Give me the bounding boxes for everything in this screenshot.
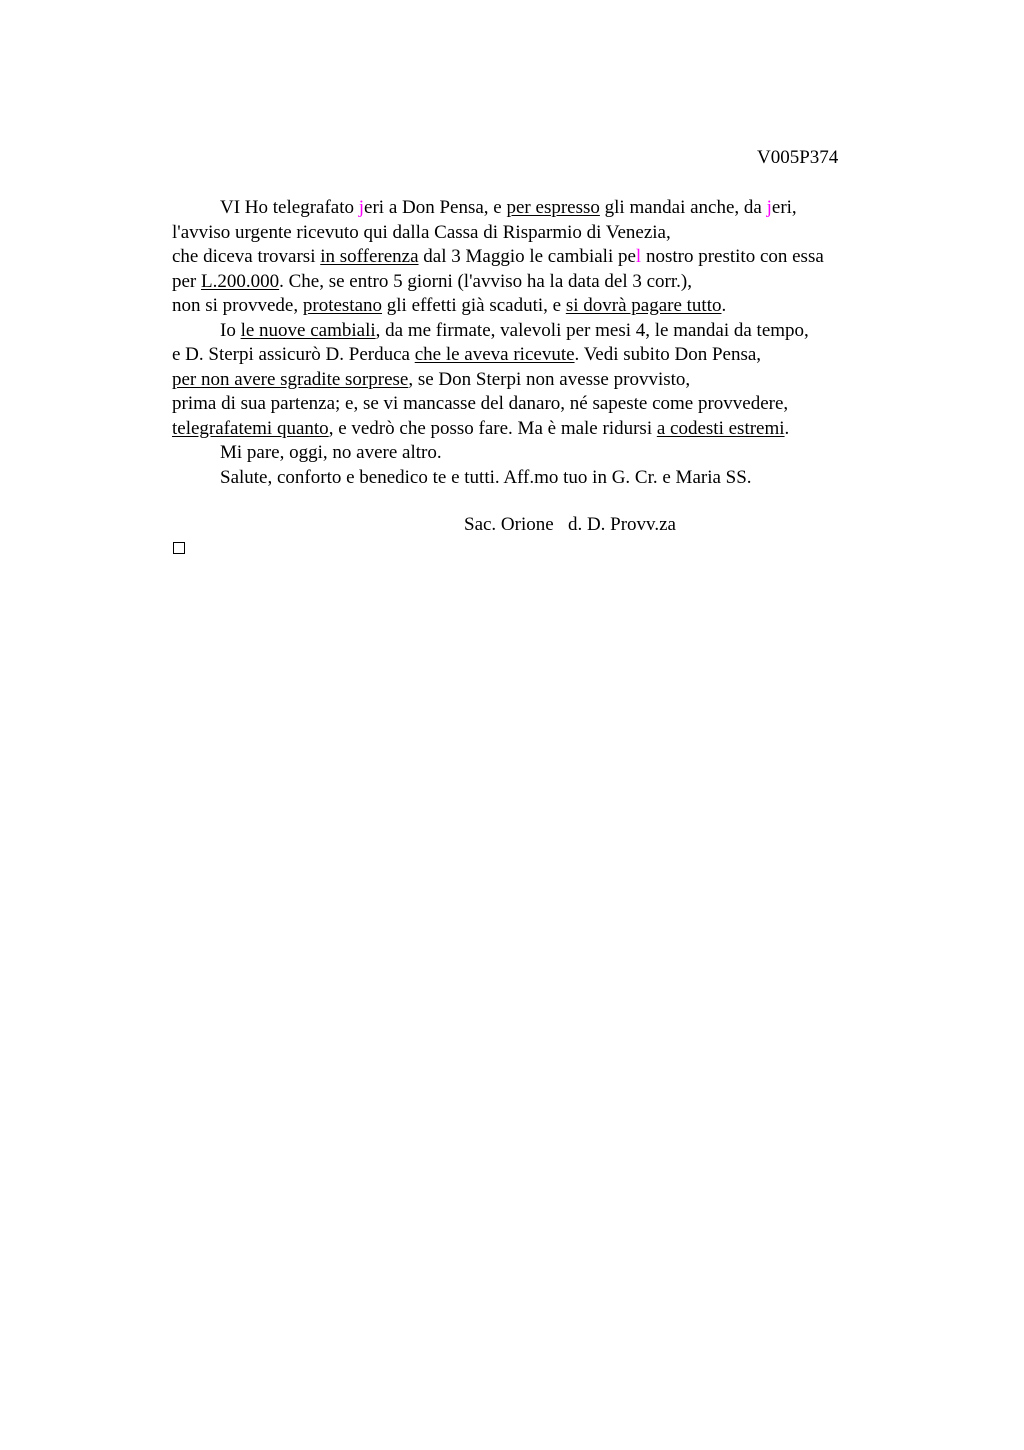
underlined-text: per non avere sgradite sorprese	[172, 368, 409, 390]
letter-line	[172, 441, 912, 466]
text-run: prima di sua partenza; e, se vi mancasse del danaro, né sapeste come provvedere,	[172, 393, 789, 414]
underlined-text: a codesti estremi	[656, 417, 785, 439]
text-run: che diceva trovarsi	[172, 246, 321, 267]
text-run: Salute, conforto e benedico te e tutti. Aff.mo tuo in G. Cr. e Maria SS.	[220, 466, 752, 488]
underlined-text: protestano	[302, 295, 383, 316]
underlined-text: per espresso	[506, 197, 600, 218]
letter-line	[172, 294, 912, 319]
text-run: .	[784, 417, 790, 439]
text-run: .	[721, 295, 727, 316]
text-run: nostro prestito con essa	[641, 246, 824, 267]
letter-body	[172, 196, 912, 490]
letter-line	[172, 417, 912, 442]
underlined-text: che le aveva ricevute	[414, 344, 575, 365]
text-run: Mi pare, oggi, no avere altro.	[220, 442, 442, 463]
highlighted-letter: j	[358, 197, 365, 218]
letter-line	[172, 343, 912, 368]
letter-line	[172, 392, 912, 417]
text-run: Io	[220, 319, 241, 341]
document-id: V005P374	[757, 147, 839, 168]
text-run: l'avviso urgente ricevuto qui dalla Cassa di Risparmio di Venezia,	[172, 221, 671, 243]
letter-line	[172, 245, 912, 270]
text-run: non si provvede,	[172, 295, 303, 316]
letter-line	[172, 319, 912, 344]
text-run: , e vedrò che posso fare. Ma è male ridursi	[328, 417, 657, 439]
text-run: . Vedi subito Don Pensa,	[574, 344, 762, 365]
highlighted-letter: j	[766, 197, 772, 218]
text-run: e D. Sterpi assicurò D. Perduca	[172, 344, 415, 365]
letter-line	[172, 196, 912, 221]
text-run: per	[172, 270, 202, 292]
underlined-text: in sofferenza	[320, 246, 419, 267]
highlighted-letter: l	[635, 246, 642, 267]
text-run: eri a Don Pensa, e	[364, 197, 507, 218]
letter-line	[172, 221, 912, 246]
text-run: , se Don Sterpi non avesse provvisto,	[408, 368, 691, 390]
letter-line	[172, 270, 912, 295]
letter-line	[172, 466, 912, 491]
text-run: gli effetti già scaduti, e	[382, 295, 566, 316]
underlined-text: telegrafatemi quanto	[172, 417, 329, 439]
underlined-text: le nuove cambiali	[240, 319, 376, 341]
text-run: gli mandai anche, da	[599, 197, 767, 218]
text-run: eri,	[771, 197, 797, 218]
signature: Sac. Orione d. D. Provv.za	[464, 514, 676, 535]
text-run: , da me firmate, valevoli per mesi 4, le mandai da tempo,	[375, 319, 809, 341]
underlined-text: L.200.000	[201, 270, 280, 292]
underlined-text: si dovrà pagare tutto	[565, 295, 722, 316]
text-run: VI Ho telegrafato	[220, 197, 359, 218]
text-run: dal 3 Maggio le cambiali pe	[418, 246, 636, 267]
empty-checkbox-icon	[173, 542, 185, 554]
letter-line	[172, 368, 912, 393]
text-run: . Che, se entro 5 giorni (l'avviso ha la data del 3 corr.),	[279, 270, 692, 292]
